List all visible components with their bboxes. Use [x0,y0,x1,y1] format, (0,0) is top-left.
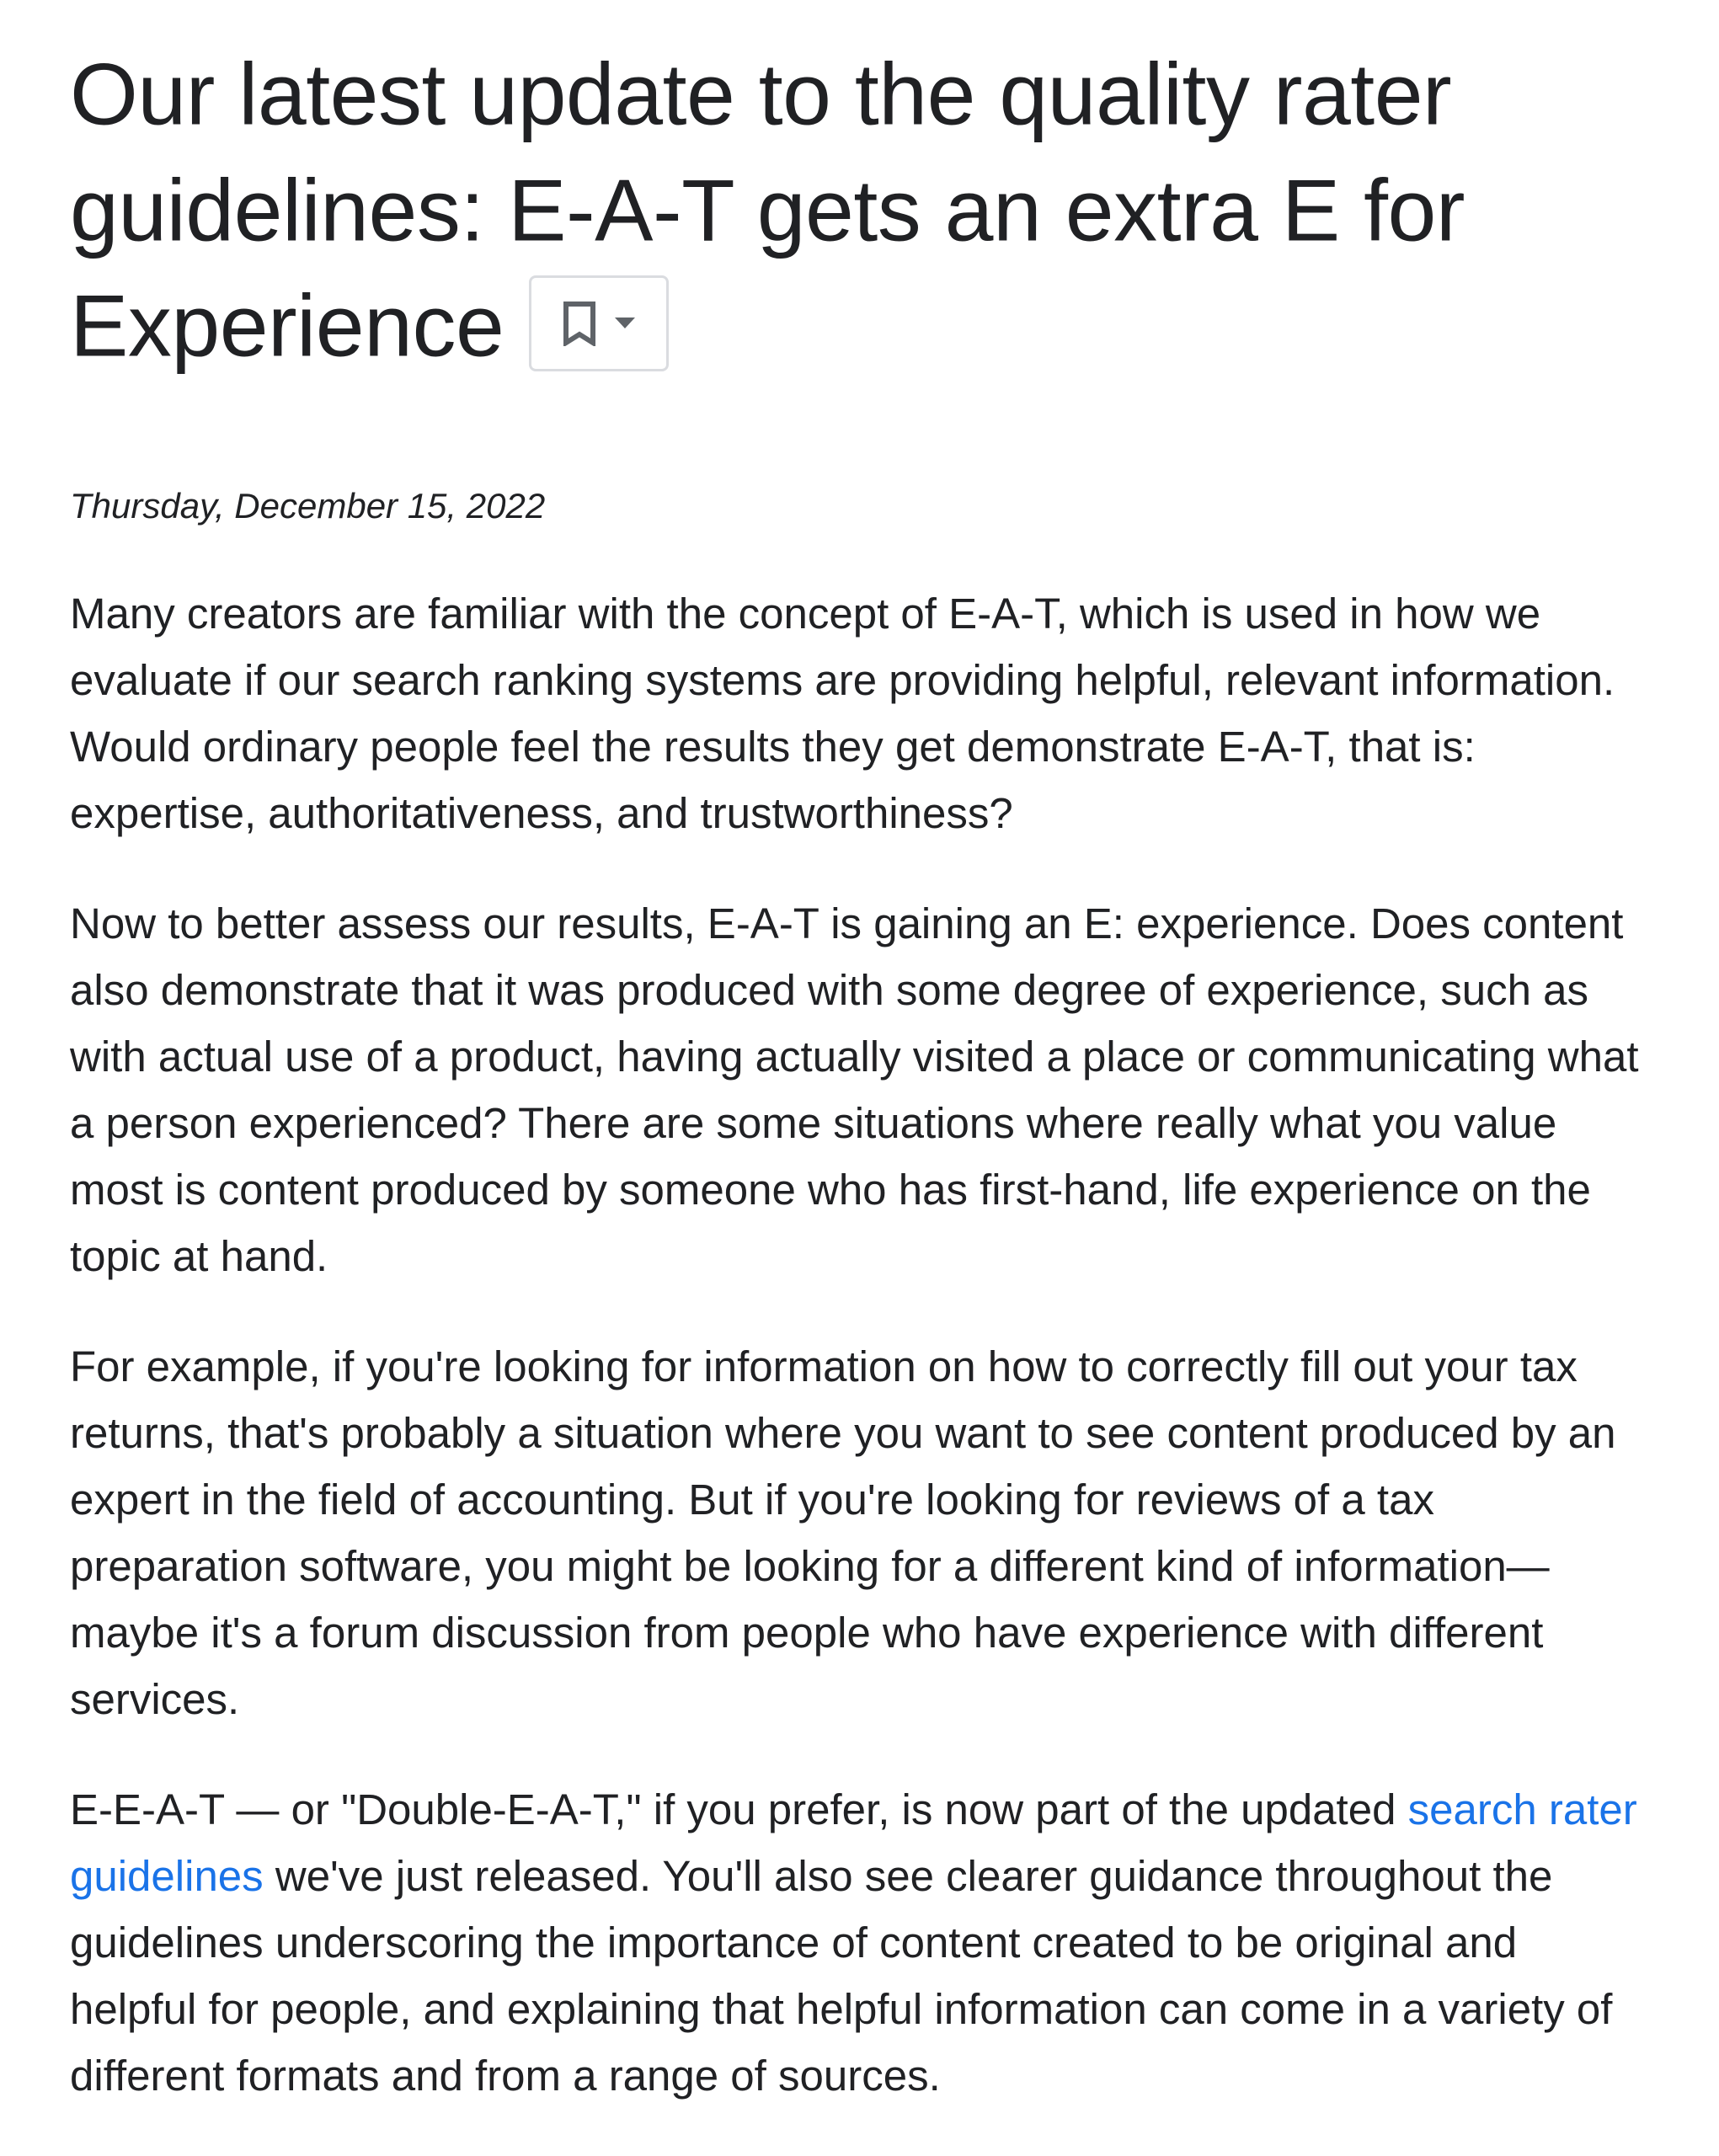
paragraph-4-text-before: E-E-A-T — or "Double-E-A-T," if you prefer, is now part of the updated [70,1785,1408,1833]
page-title-text: Our latest update to the quality rater guidelines: E-A-T gets an extra E for Experience [70,45,1465,376]
caret-down-icon [615,318,635,329]
publish-date: Thursday, December 15, 2022 [70,485,546,526]
article [70,34,1653,2109]
page-title [70,34,1653,382]
paragraph-3: For example, if you're looking for information on how to correctly fill out your tax returns, that's probably a situation where you want to see content produced by an expert in the field of accounting. But if you're looking for reviews of a tax preparation software, you might be looking for a different kind of information—maybe it's a forum discussion from people who have experience with different services. [70,1342,1616,1723]
bookmark-dropdown-button[interactable] [529,275,669,371]
paragraph-4-text-after: we've just released. You'll also see clearer guidance throughout the guidelines underscoring the importance of content created to be original and helpful for people, and explaining that helpful information can come in a variety of different formats and from a range of sources. [70,1851,1613,2100]
paragraph-2: Now to better assess our results, E-A-T is gaining an E: experience. Does content also demonstrate that it was produced with some degree of experience, such as with actual use of a product, having actually visited a place or communicating what a person experienced? There are some situations where really what you value most is content produced by someone who has first-hand, life experience on the topic at hand. [70,899,1639,1280]
paragraph-1: Many creators are familiar with the concept of E-A-T, which is used in how we evaluate if our search ranking systems are providing helpful, relevant information. Would ordinary people feel the results they get demonstrate E-A-T, that is: expertise, authoritativeness, and trustworthiness? [70,589,1615,837]
bookmark-outline-icon [563,301,596,346]
search-rater-guidelines-link[interactable]: search rater guidelines [70,1785,1637,1900]
paragraph-4 [70,1776,1653,2109]
